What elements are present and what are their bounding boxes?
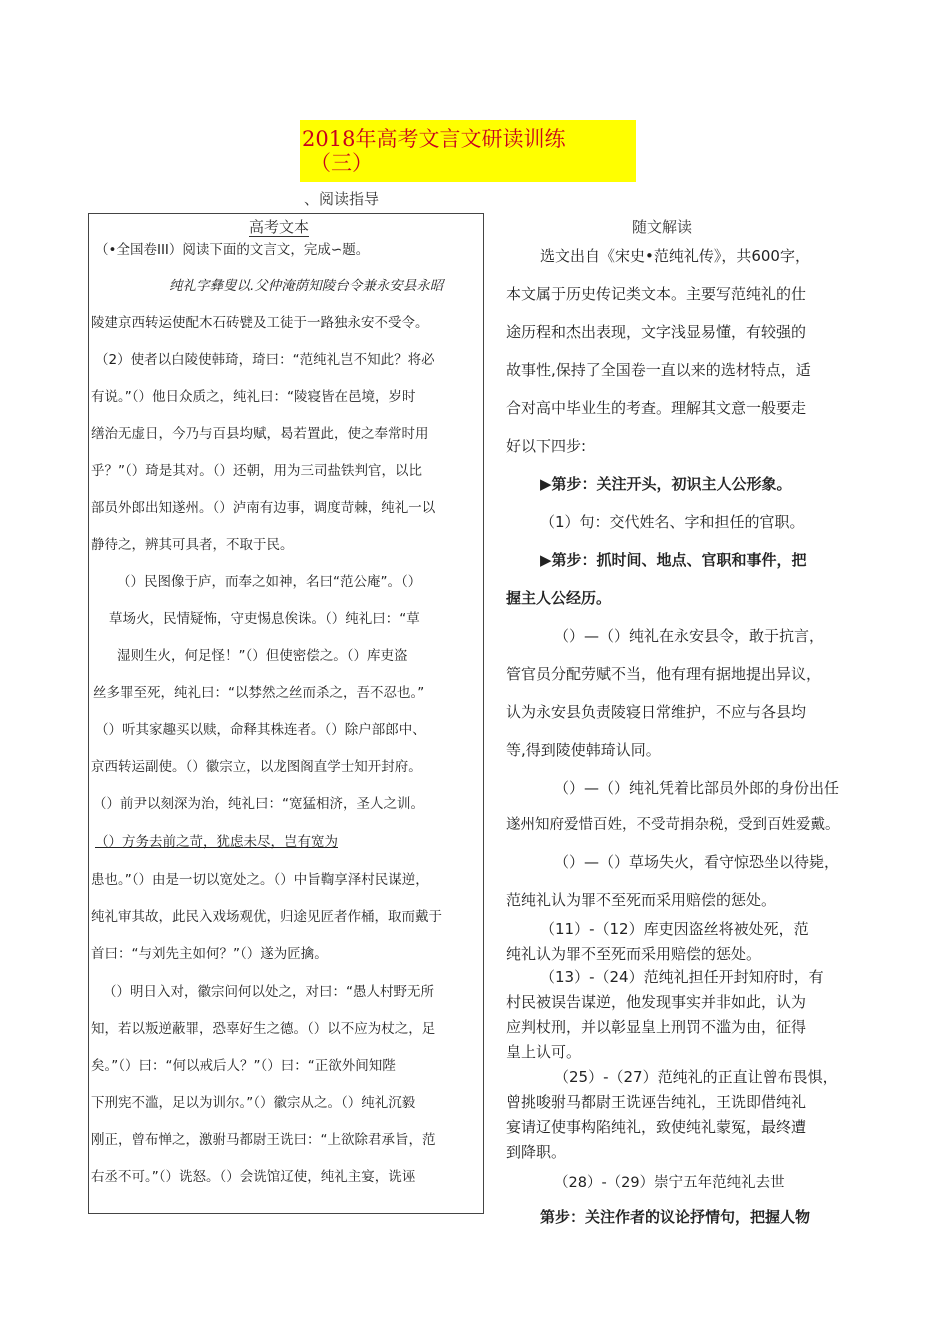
source-line: 湿则生火，何足怪！”（）但使密偿之。（）库吏盗 — [117, 648, 408, 664]
commentary-line: （13）-（24）范纯礼担任开封知府时，有 — [540, 968, 824, 986]
source-line: 矣。”（）曰：“何以戒后人？”（）曰：“正欲外间知陛 — [91, 1058, 396, 1074]
source-line: 有说。”（）他日众质之，纯礼曰：“陵寝皆在邑境，岁时 — [91, 389, 416, 405]
commentary-line: 范纯礼认为罪不至死而采用赔偿的惩处。 — [506, 891, 777, 909]
source-line: 陵建京西转运使配木石砖甓及工徒于一路独永安不受令。 — [91, 315, 429, 331]
commentary-line: （1）句：交代姓名、字和担任的官职。 — [540, 513, 805, 531]
commentary-line: 皇上认可。 — [506, 1043, 582, 1061]
source-line: 纯礼审其故，此民入戏场观优，归途见匠者作桶，取而戴于 — [91, 909, 442, 925]
source-line: （）听其家趣买以赎，命释其株连者。（）除户部郎中、 — [95, 722, 426, 738]
source-line: 纯礼字彝叟以.父仲淹荫知陵台令兼永安县永昭 — [169, 278, 444, 294]
source-line: 右丞不可。”（）诜怒。（）会诜馆辽使，纯礼主宴，诜诬 — [91, 1169, 416, 1185]
source-line: 刚正，曾布惮之，激驸马都尉王诜曰：“上欲除君承旨，范 — [91, 1132, 436, 1148]
commentary-line: 应判杖刑，并以彰显皇上刑罚不滥为由，征得 — [506, 1018, 807, 1036]
source-text-panel — [88, 213, 484, 1214]
commentary-line: 到降职。 — [506, 1143, 567, 1161]
commentary-line: 宴请辽使事构陷纯礼，致使纯礼蒙冤，最终遭 — [506, 1118, 807, 1136]
source-line: 乎？”（）琦是其对。（）还朝，用为三司盐铁判官，以比 — [91, 463, 422, 479]
source-line: （）方务去前之苛，犹虑未尽，岂有宽为 — [95, 834, 338, 850]
commentary-step-heading: ▶第步：关注开头，初识主人公形象。 — [540, 475, 792, 493]
commentary-heading: 随文解读 — [632, 218, 693, 236]
commentary-line: （）—（）草场失火，看守惊恐坐以待毙， — [554, 853, 840, 871]
title-line-2: （三） — [310, 151, 373, 175]
commentary-line: （）—（）纯礼凭着比部员外郎的身份出任 — [554, 779, 840, 797]
source-line: （）明日入对，徽宗问何以处之，对曰：“愚人村野无所 — [103, 984, 434, 1000]
commentary-step-heading: 第步：关注作者的议论抒情句，把握人物 — [540, 1208, 811, 1226]
commentary-line: （）—（）纯礼在永安县令，敢于抗言， — [554, 627, 825, 645]
commentary-line: 遂州知府爱惜百姓，不受苛捐杂税，受到百姓爱戴。 — [506, 817, 840, 833]
source-line: 患也。”（）由是一切以宽处之。（）中旨鞫享泽村民谋逆， — [91, 872, 429, 888]
source-line: 丝多罪至死，纯礼曰：“以棼然之丝而杀之，吾不忍也。” — [93, 685, 425, 701]
source-line: （2）使者以白陵使韩琦，琦曰：“范纯礼岂不知此？将必 — [95, 352, 435, 368]
source-line: 缮治无虚日，今乃与百县均赋，曷若置此，使之奉常时用 — [91, 426, 429, 442]
commentary-line: 本文属于历史传记类文本。主要写范纯礼的仕 — [506, 285, 807, 303]
commentary-line: 合对高中毕业生的考查。理解其文意一般要走 — [506, 399, 807, 417]
commentary-step-heading: 握主人公经历。 — [506, 589, 612, 607]
commentary-line: 故事性,保持了全国卷一直以来的选材特点，适 — [506, 361, 811, 379]
source-line: （•全国卷III）阅读下面的文言文，完成∽题。 — [95, 242, 370, 258]
commentary-line: 选文出自《宋史•范纯礼传》，共600字， — [540, 247, 810, 265]
commentary-line: 等,得到陵使韩琦认同。 — [506, 741, 661, 759]
source-line: 部员外郎出知遂州。（）泸南有边事，调度苛棘，纯礼一以 — [91, 500, 436, 516]
commentary-line: 好以下四步: — [506, 437, 587, 455]
commentary-step-heading: ▶第步：抓时间、地点、官职和事件，把 — [540, 551, 807, 569]
source-line: （）前尹以刻深为治，纯礼曰：“宽猛相济，圣人之训。 — [93, 796, 424, 812]
source-line: 首曰：“与刘先主如何？”（）遂为匠擒。 — [91, 946, 328, 962]
commentary-line: 管官员分配劳赋不当，他有理有据地提出异议， — [506, 665, 822, 683]
source-line: （）民图像于庐，而奉之如神，名曰“范公庵”。（） — [117, 574, 422, 590]
commentary-line: 曾挑唆驸马都尉王诜诬告纯礼，王诜即借纯礼 — [506, 1093, 807, 1111]
commentary-line: （28）-（29）崇宁五年范纯礼去世 — [554, 1175, 785, 1191]
source-line: 草场火，民情疑怖，守吏惕息俟诛。（）纯礼曰：“草 — [109, 611, 420, 627]
commentary-line: （25）-（27）范纯礼的正直让曾布畏惧， — [554, 1068, 838, 1086]
commentary-line: 纯礼认为罪不至死而采用赔偿的惩处。 — [506, 945, 762, 963]
source-line: 京西转运副使。（）徽宗立，以龙图阁直学士知开封府。 — [91, 759, 422, 775]
commentary-line: 途历程和杰出表现，文字浅显易懂，有较强的 — [506, 323, 807, 341]
source-text-heading: 高考文本 — [249, 218, 310, 236]
source-line: 下刑宪不滥，足以为训尔。”（）徽宗从之。（）纯礼沉毅 — [91, 1095, 416, 1111]
source-line: 静待之，辨其可具者，不取于民。 — [91, 537, 294, 553]
commentary-line: 认为永安县负责陵寝日常维护，不应与各县均 — [506, 703, 807, 721]
section-heading: 、阅读指导 — [304, 190, 380, 208]
title-banner — [300, 120, 636, 182]
title-line-1: 2018年高考文言文研读训练 — [302, 127, 566, 151]
commentary-line: （11）-（12）库吏因盗丝将被处死，范 — [540, 920, 809, 938]
commentary-line: 村民被误告谋逆，他发现事实并非如此，认为 — [506, 993, 807, 1011]
source-line: 知，若以叛逆蔽罪，恐辜好生之德。（）以不应为杖之，足 — [91, 1021, 436, 1037]
